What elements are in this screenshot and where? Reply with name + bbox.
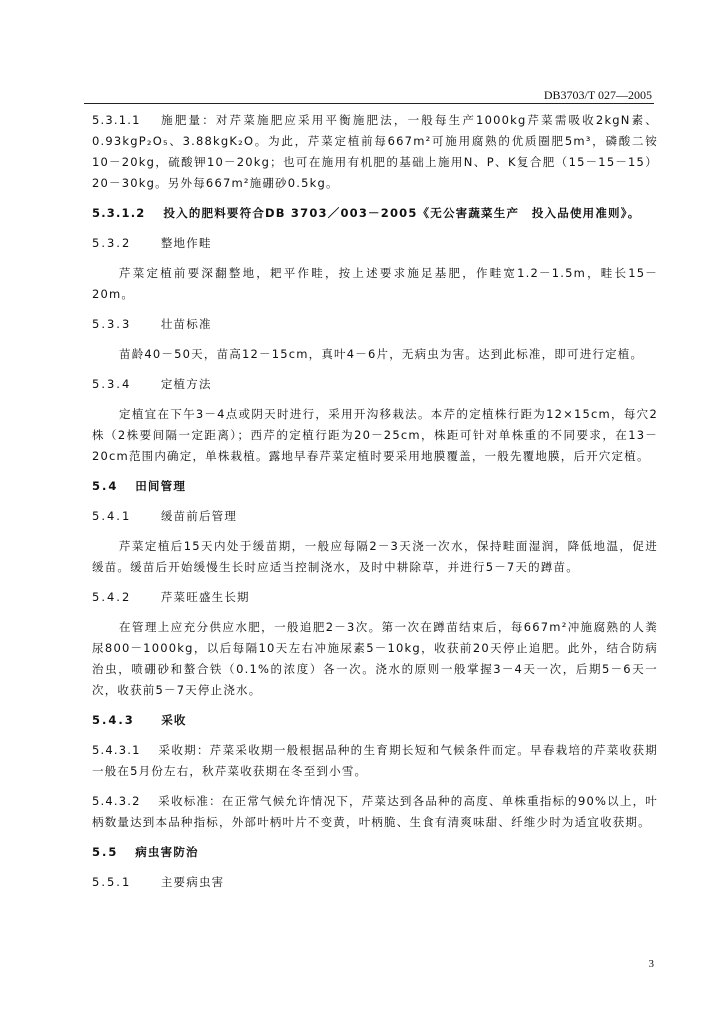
heading-5-4 [92,476,658,497]
section-title: 整地作畦 [160,236,212,250]
paragraph-5-4-1: 芹菜定植后15天内处于缓苗期，一般应每隔2－3天浇一次水，保持畦面湿润，降低地温，促进缓苗。缓苗后开始缓慢生长时应适当控制浇水，及时中耕除草，并进行5－7天的蹲苗。 [92,539,658,574]
heading-5-3-2 [92,233,658,254]
heading-5-4-1 [92,506,658,527]
page-number: 3 [648,958,654,970]
section-number: 5.3.3 [92,317,132,331]
clause-number: 5.3.1.2 [92,206,146,220]
clause-5-3-1-1 [92,110,658,194]
clause-text: 采收标准：在正常气候允许情况下，芹菜达到各品种的高度、单株重指标的90%以上，叶柄数量达到本品种指标，外部叶柄叶片不变黄，叶柄脆、生食有清爽味甜、纤维少时为适宜收获期。 [92,794,659,829]
section-number: 5.4.2 [92,590,132,604]
clause-number: 5.4.3.1 [92,743,141,757]
clause-text: 投入的肥料要符合DB 3703／003－2005《无公害蔬菜生产 投入品使用准则》。 [163,206,641,220]
section-title: 田间管理 [135,479,187,493]
section-number: 5.3.4 [92,377,132,391]
header-rule [84,103,654,104]
heading-5-5 [92,842,658,863]
section-title: 主要病虫害 [160,875,225,889]
paragraph-5-3-2: 芹菜定植前要深翻整地，耙平作畦，按上述要求施足基肥，作畦宽1.2－1.5m，畦长15－20m。 [92,266,658,301]
heading-5-3-3 [92,314,658,335]
section-title: 芹菜旺盛生长期 [160,590,250,604]
section-title: 采收 [161,713,187,727]
paragraph-5-3-3: 苗龄40－50天，苗高12－15cm，真叶4－6片，无病虫为害。达到此标准，即可进行定植。 [119,347,644,361]
clause-number: 5.3.1.1 [92,113,141,127]
section-title: 定植方法 [160,377,212,391]
paragraph-5-4-2: 在管理上应充分供应水肥，一般追肥2－3次。第一次在蹲苗结束后，每667m²冲施腐熟的人粪尿800－1000kg，以后每隔10天左右冲施尿素5－10kg，收获前20天停止追肥。此外，结合防病治虫，喷硼砂和螯合铁（0.1%的浓度）各一次。浇水的原则一般掌握3－4天一次，后期5－6天一次，收获前5－7天停止浇水。 [92,620,658,697]
clause-5-3-1-2 [92,203,658,224]
clause-5-4-3-1 [92,740,658,782]
heading-5-4-3 [92,710,658,731]
heading-5-4-2 [92,587,658,608]
section-number: 5.5 [92,845,119,859]
clause-5-4-3-2 [92,791,658,833]
section-number: 5.3.2 [92,236,132,250]
clause-text: 采收期：芹菜采收期一般根据品种的生育期长短和气候条件而定。早春栽培的芹菜收获期一般在5月份左右，秋芹菜收获期在冬至到小雪。 [92,743,658,778]
section-title: 壮苗标准 [160,317,212,331]
section-number: 5.5.1 [92,875,132,889]
section-number: 5.4.3 [92,713,135,727]
heading-5-3-4 [92,374,658,395]
standard-code: DB3703/T 027—2005 [543,88,652,102]
document-body [92,110,658,893]
clause-number: 5.4.3.2 [92,794,141,808]
section-number: 5.4.1 [92,509,132,523]
section-title: 病虫害防治 [135,845,199,859]
section-number: 5.4 [92,479,119,493]
section-title: 缓苗前后管理 [160,509,238,523]
paragraph-5-3-4: 定植宜在下午3－4点或阴天时进行，采用开沟移栽法。本芹的定植株行距为12×15cm，每穴2株（2株要间隔一定距离）；西芹的定植行距为20－25cm，株距可针对单株重的不同要求，在13－20cm范围内确定，单株栽植。露地早春芹菜定植时要采用地膜覆盖，一般先覆地膜，后开穴定植。 [92,407,658,463]
clause-text: 施肥量：对芹菜施肥应采用平衡施肥法，一般每生产1000kg芹菜需吸收2kgN素、0.93kgP₂O₅、3.88kgK₂O。为此，芹菜定植前每667m²可施用腐熟的优质圈肥5m³，磷酸二铵10－20kg，硫酸钾10－20kg；也可在施用有机肥的基础上施用N、P、K复合肥（15－15－15）20－30kg。另外每667m²施硼砂0.5kg。 [92,113,658,190]
heading-5-5-1 [92,872,658,893]
